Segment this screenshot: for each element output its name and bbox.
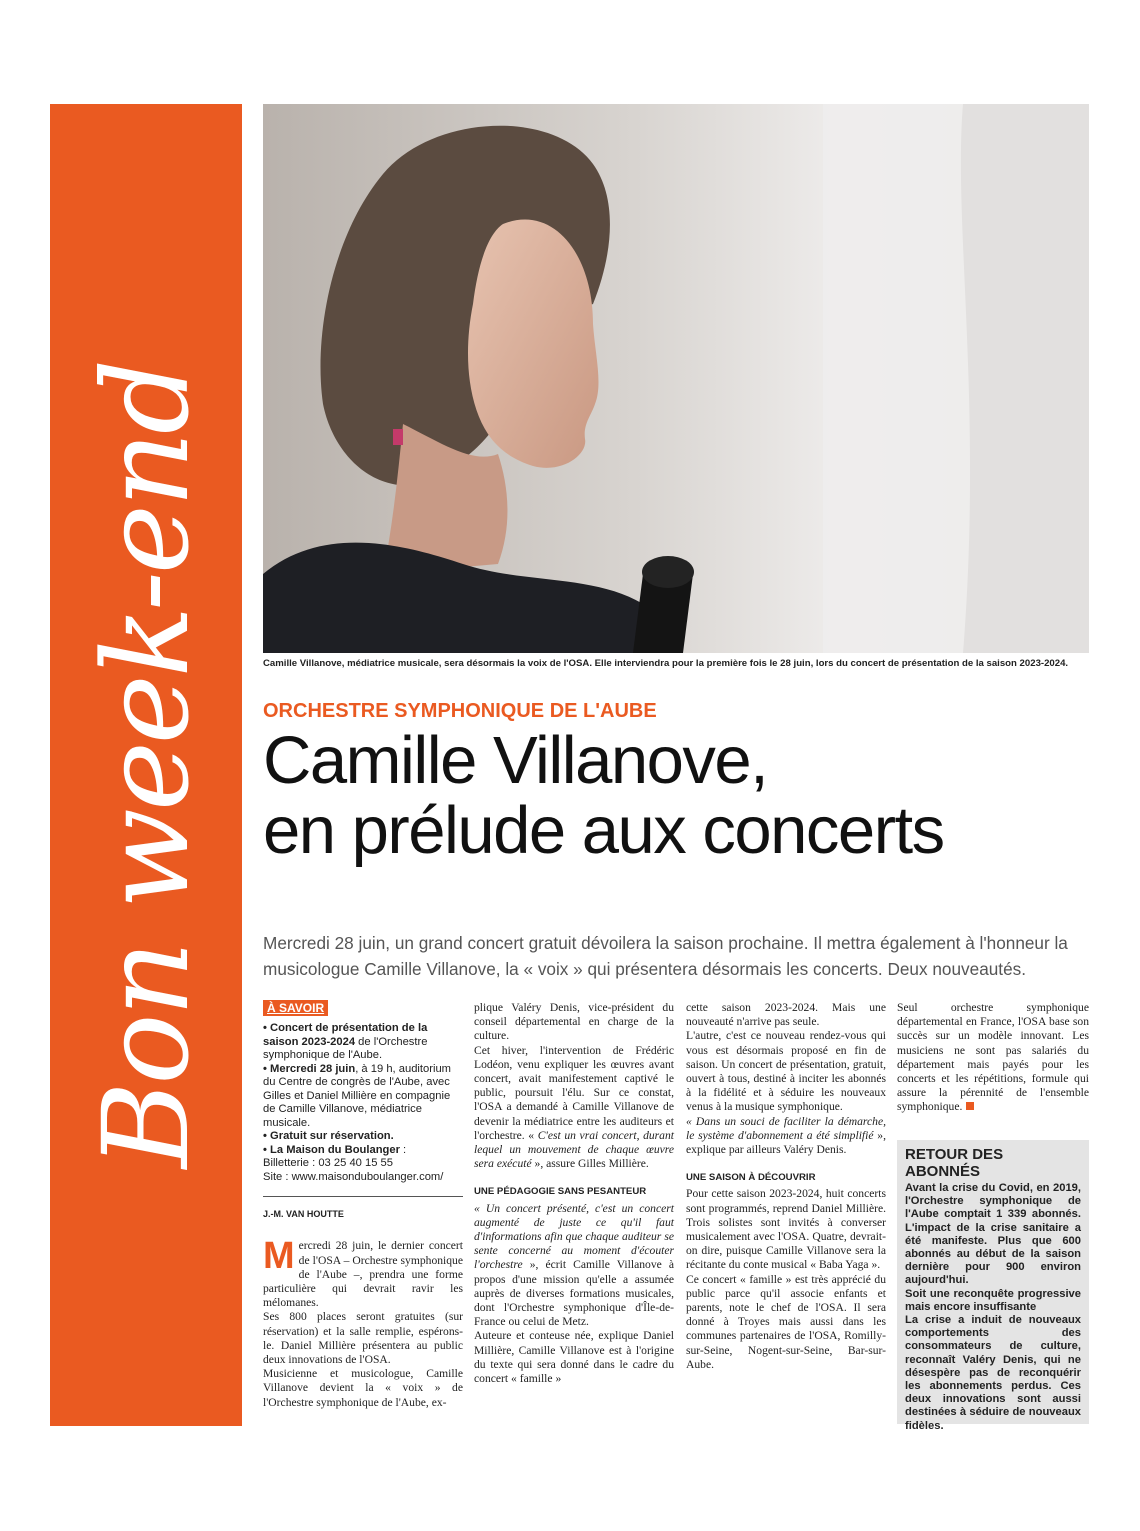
photo-caption: Camille Villanove, médiatrice musicale, sera désormais la voix de l'OSA. Elle interviendra pour la première fois le 28 juin, lors du concert de présentation de la saison 2023-2024. xyxy=(263,658,1069,669)
paragraph: Mercredi 28 juin, le dernier concert de l'OSA – Orchestre symphonique de l'Aube –, prendra une forme particulière qui devrait ravir les mélomanes. xyxy=(263,1235,463,1310)
info-item-4: • La Maison du Boulanger : xyxy=(263,1143,407,1156)
paragraph: Ce concert « famille » est très apprécié du public parce qu'il associe enfants et parents, note le chef de l'OSA. Il sera donné à Troyes mais aussi dans les communes partenaires de l'OSA, Romilly-sur-Seine, Nogent-sur-Seine, Bar-sur-Aube. xyxy=(686,1272,886,1371)
article-lede: Mercredi 28 juin, un grand concert gratuit dévoilera la saison prochaine. Il mettra également à l'honneur la musicologue Camille Villanove, la « voix » qui présentera désormais les concerts. Deux nouveautés. xyxy=(263,933,1068,979)
paragraph: cette saison 2023-2024. Mais une nouveauté n'arrive pas seule. xyxy=(686,1001,886,1029)
paragraph: « Dans un souci de faciliter la démarche, le système d'abonnement a été simplifié », explique par ailleurs Valéry Denis. xyxy=(686,1114,886,1157)
info-item-1: • Concert de présentation de la saison 2023-2024 de l'Orchestre symphonique de l'Aube. xyxy=(263,1022,428,1062)
portrait-illustration xyxy=(263,104,1089,653)
headline-line-1: Camille Villanove, xyxy=(263,723,768,798)
article-headline xyxy=(263,723,1093,868)
paragraph: Auteure et conteuse née, explique Daniel Millière, Camille Villanove est à l'origine du texte qui sera donné dans le cadre du concert « famille » xyxy=(474,1329,674,1386)
paragraph: L'autre, c'est ce nouveau rendez-vous qui vous est désormais proposé en fin de saison. Un concert de présentation, gratuit, ouvert à tous, destiné à inciter les abonnés à la fidélité et à séduire les nouveaux venus à la musique symphonique. xyxy=(686,1029,886,1114)
end-mark-icon xyxy=(966,1102,974,1110)
paragraph: Ses 800 places seront gratuites (sur réservation) et la salle remplie, espérons-le. Daniel Millière présentera au public deux innovations de l'OSA. xyxy=(263,1310,463,1367)
byline: J.-M. VAN HOUTTE xyxy=(263,1209,344,1220)
paragraph: Musicienne et musicologue, Camille Villanove devient la « voix » de l'Orchestre symphonique de l'Aube, ex- xyxy=(263,1367,463,1409)
subheading: UNE PÉDAGOGIE SANS PESANTEUR xyxy=(474,1186,647,1198)
subheading: UNE SAISON À DÉCOUVRIR xyxy=(686,1172,816,1184)
info-site-link[interactable]: Site : www.maisonduboulanger.com/ xyxy=(263,1170,444,1183)
sidebar-box-title: RETOUR DES ABONNÉS xyxy=(905,1146,1004,1180)
paragraph: Cet hiver, l'intervention de Frédéric Lodéon, venu expliquer les œuvres avant concert, avait manifestement captivé le public, poursuit l'élu. Sur ce constat, l'OSA a demandé à Camille Villanove de devenir la médiatrice entre les auditeurs et l'orchestre. « C'est un vrai concert, durant lequel un mouvement de chaque œuvre sera exécuté », assure Gilles Millière. xyxy=(474,1043,674,1171)
column-2 xyxy=(474,1001,674,1386)
paragraph: Avant la crise du Covid, en 2019, l'Orchestre symphonique de l'Aube comptait 1 339 abonnés. L'impact de la crise sanitaire a été manifeste. Plus que 600 abonnés au début de la saison dernière pour 900 environ aujourd'hui. xyxy=(905,1182,1081,1287)
sidebar-box xyxy=(897,1140,1089,1432)
headline-line-2: en prélude aux concerts xyxy=(263,793,944,868)
paragraph: Seul orchestre symphonique départemental en France, l'OSA base son succès sur un modèle innovant. Les musiciens ne sont pas salariés du département mais payés pour les concerts et les répétitions, formule qui assure la pérennité de l'ensemble symphonique. xyxy=(897,1001,1089,1114)
sidebar-box-text xyxy=(905,1182,1081,1433)
column-3 xyxy=(686,1001,886,1372)
article-kicker: ORCHESTRE SYMPHONIQUE DE L'AUBE xyxy=(263,700,657,722)
info-box xyxy=(263,1022,463,1184)
info-billetterie: Billetterie : 03 25 40 15 55 xyxy=(263,1157,393,1170)
info-item-2: • Mercredi 28 juin, à 19 h, auditorium du Centre de congrès de l'Aube, avec Gilles et Daniel Millière en compagnie de Camille Villanove, médiatrice musicale. xyxy=(263,1062,451,1129)
paragraph: Soit une reconquête progressive mais encore insuffisante xyxy=(905,1287,1081,1313)
paragraph: La crise a induit de nouveaux comportements des consommateurs de culture, reconnaît Valéry Denis, qui ne désespère pas de reconquérir les abonnements perdus. Ces deux innovations sont aussi destinées à séduire de nouveaux fidèles. xyxy=(905,1314,1081,1432)
paragraph: Pour cette saison 2023-2024, huit concerts sont programmés, reprend Daniel Millière. Trois solistes sont invités à converser musicalement avec l'OSA. Quatre, devrait-on dire, puisque Camille Villanove sera la récitante du conte musical « Baba Yaga ». xyxy=(686,1187,886,1272)
divider xyxy=(263,1196,463,1197)
a-savoir-tag: À SAVOIR xyxy=(263,1000,328,1016)
section-label: Bon week-end xyxy=(77,361,215,1169)
paragraph: « Un concert présenté, c'est un concert augmenté de juste ce qu'il faut d'informations afin que chaque auditeur se sente concerné au moment d'écouter l'orchestre », écrit Camille Villanove à propos d'une mission qu'elle a assumée auprès de diverses formations musicales, dont l'Orchestre symphonique d'Île-de-France ou celui de Metz. xyxy=(474,1201,674,1329)
paragraph: plique Valéry Denis, vice-président du conseil départemental en charge de la culture. xyxy=(474,1001,674,1043)
column-4 xyxy=(897,1001,1089,1115)
column-1 xyxy=(263,1000,463,1410)
drop-cap: M xyxy=(263,1235,295,1278)
info-item-3: • Gratuit sur réservation. xyxy=(263,1130,394,1143)
portrait-photo xyxy=(263,104,1089,653)
